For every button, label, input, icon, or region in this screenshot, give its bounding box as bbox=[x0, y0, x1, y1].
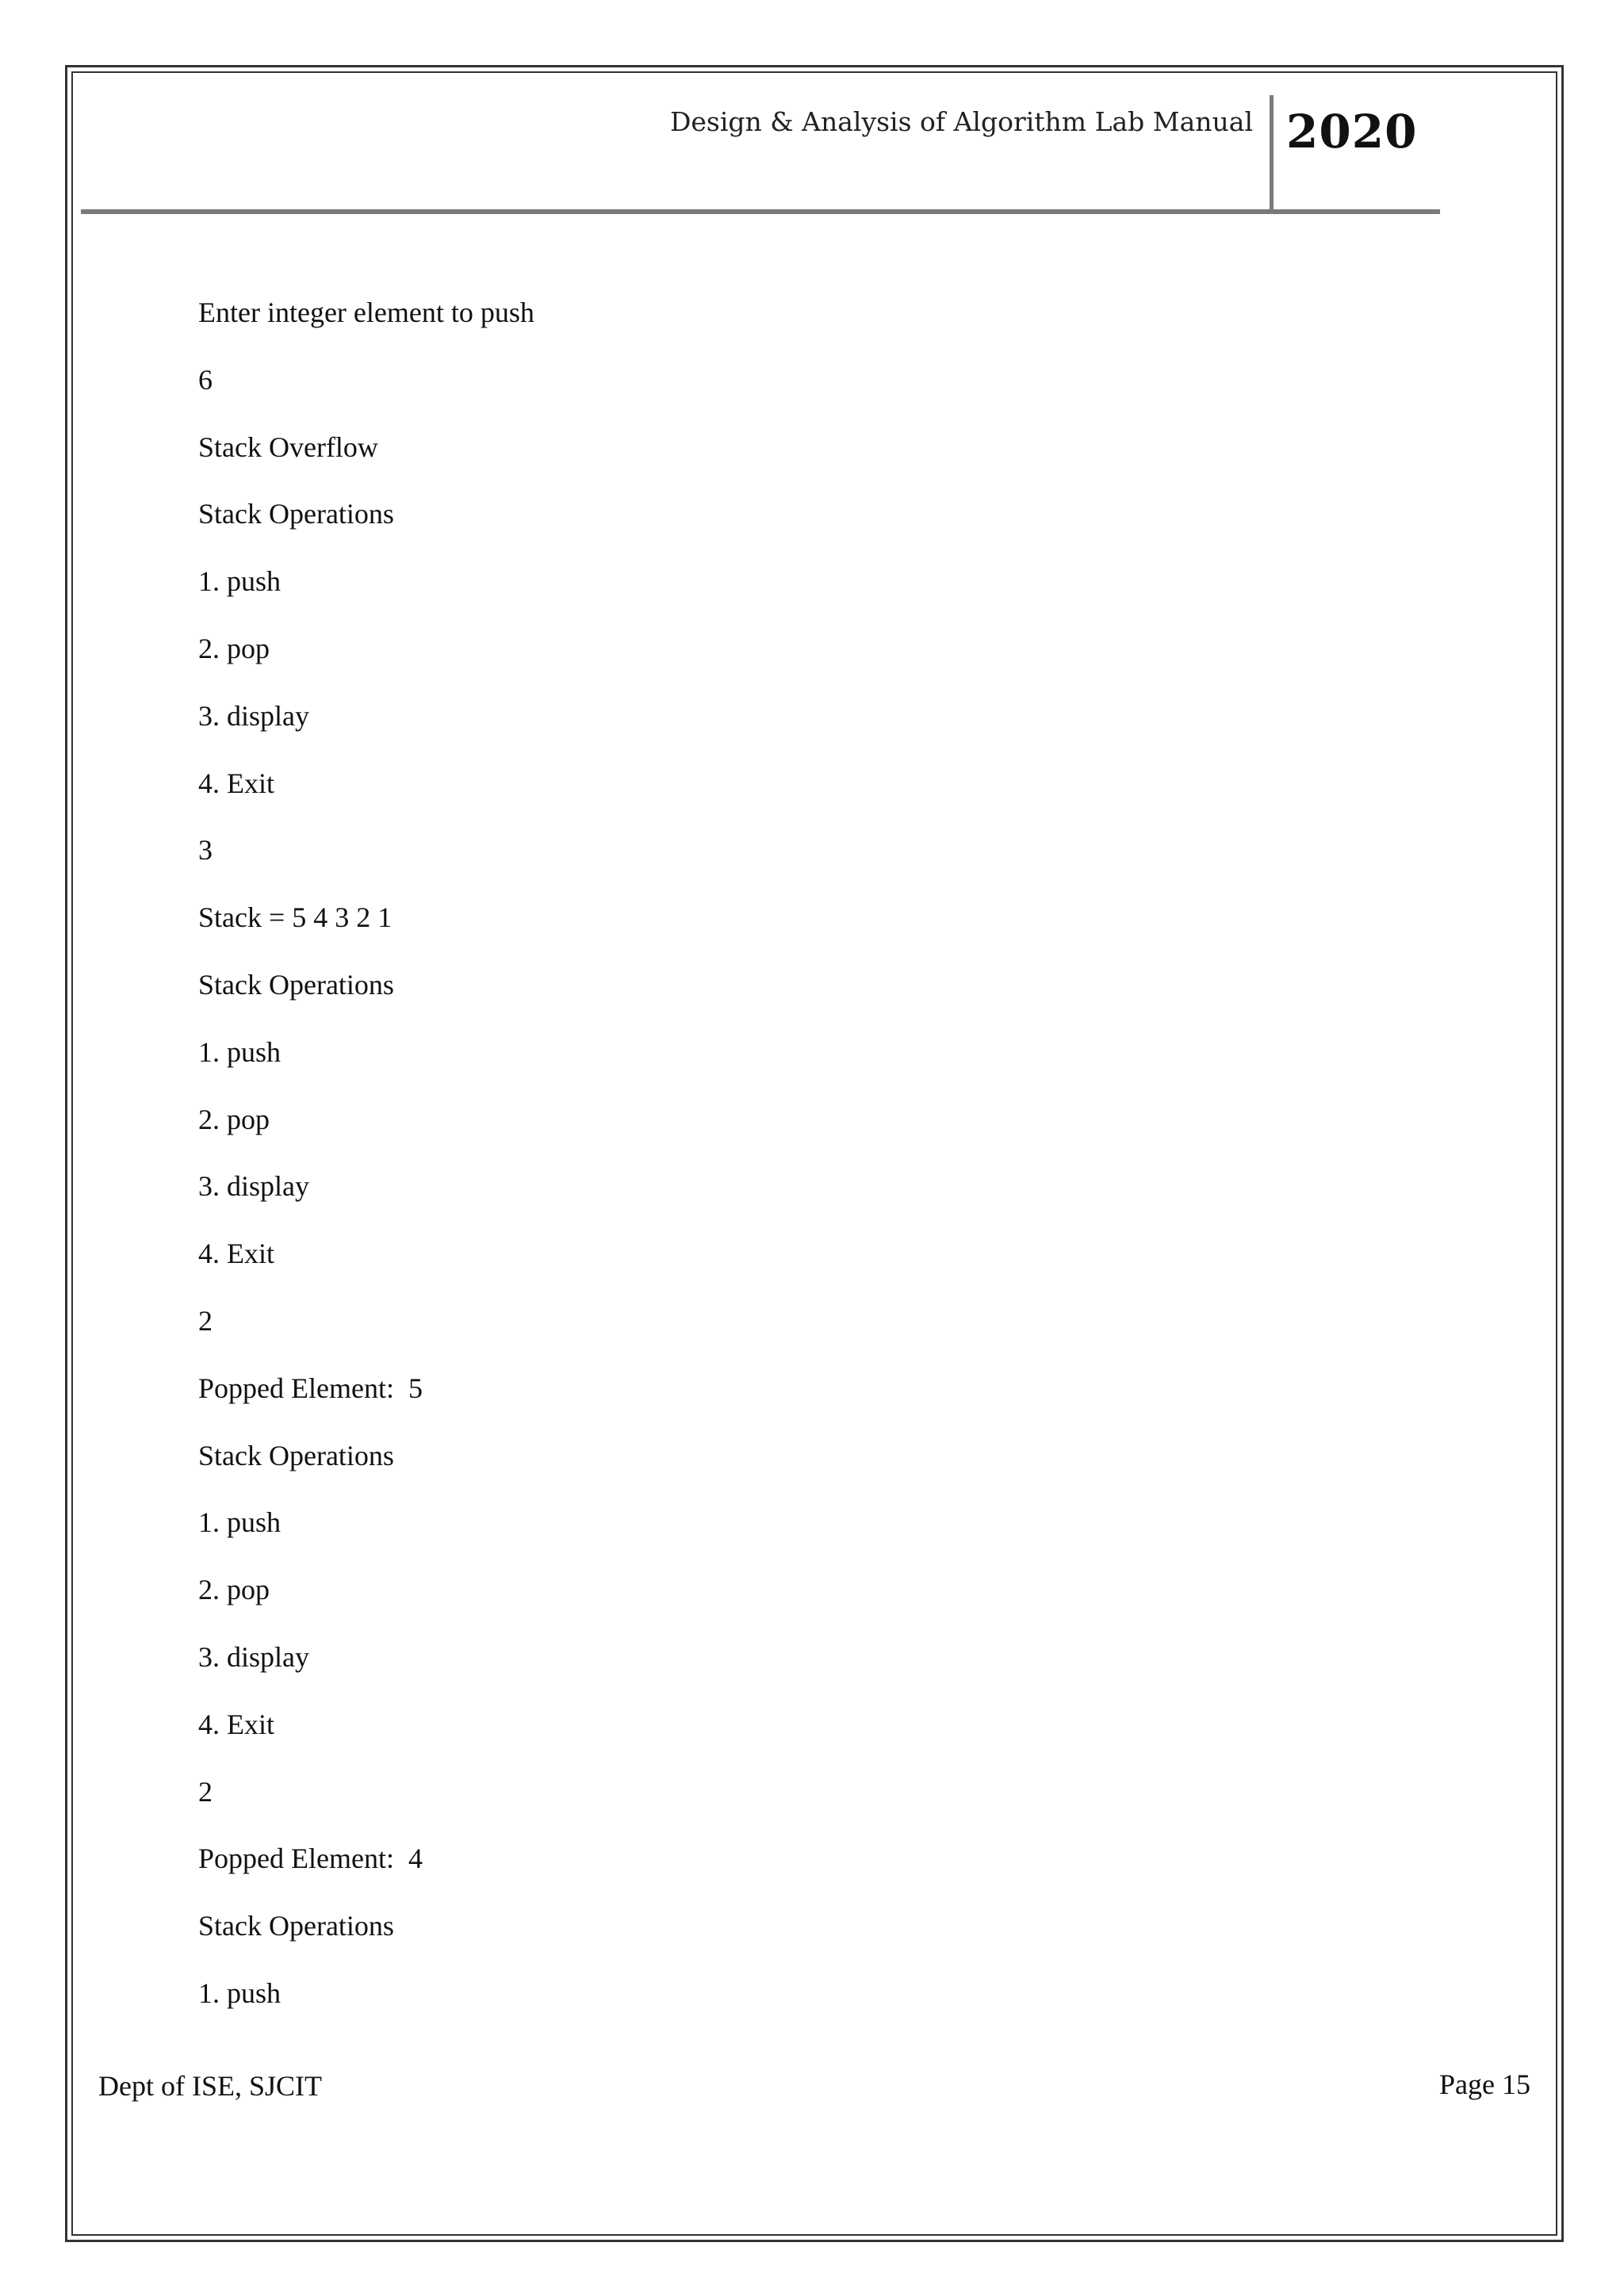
output-line: Stack Overflow bbox=[198, 430, 378, 463]
footer-page-number: Page 15 bbox=[1439, 2068, 1530, 2100]
output-line: Stack Operations bbox=[198, 1439, 394, 1471]
program-output bbox=[198, 279, 534, 2027]
output-line: Stack Operations bbox=[198, 968, 394, 1001]
output-line: 2 bbox=[198, 1775, 213, 1808]
output-line: 2 bbox=[198, 1304, 213, 1337]
output-line: 3. display bbox=[198, 1640, 309, 1673]
output-line: 1. push bbox=[198, 1506, 282, 1539]
header-title: Design & Analysis of Algorithm Lab Manual bbox=[669, 106, 1253, 137]
output-line: 4. Exit bbox=[198, 1238, 274, 1270]
output-line: Popped Element: 5 bbox=[198, 1372, 423, 1404]
output-line: 6 bbox=[198, 363, 213, 396]
output-line: 1. push bbox=[198, 565, 282, 598]
output-line: 1. push bbox=[198, 1976, 282, 2009]
header-year: 2020 bbox=[1286, 105, 1418, 159]
output-line: 1. push bbox=[198, 1035, 282, 1068]
output-line: Stack Operations bbox=[198, 498, 394, 530]
output-line: 3 bbox=[198, 834, 213, 867]
output-line: 3. display bbox=[198, 1170, 309, 1203]
footer-department: Dept of ISE, SJCIT bbox=[98, 2070, 322, 2102]
output-line: 3. display bbox=[198, 699, 309, 732]
header-rule bbox=[81, 209, 1440, 214]
output-line: 2. pop bbox=[198, 1574, 270, 1606]
output-line: Stack Operations bbox=[198, 1910, 394, 1942]
output-line: 2. pop bbox=[198, 1103, 270, 1135]
output-line: 2. pop bbox=[198, 632, 270, 664]
output-line: 4. Exit bbox=[198, 1708, 274, 1740]
output-line: Popped Element: 4 bbox=[198, 1843, 423, 1875]
output-line: Enter integer element to push bbox=[198, 297, 534, 328]
output-line: 4. Exit bbox=[198, 767, 274, 799]
output-line: Stack = 5 4 3 2 1 bbox=[198, 901, 393, 934]
header-divider bbox=[1270, 95, 1274, 212]
